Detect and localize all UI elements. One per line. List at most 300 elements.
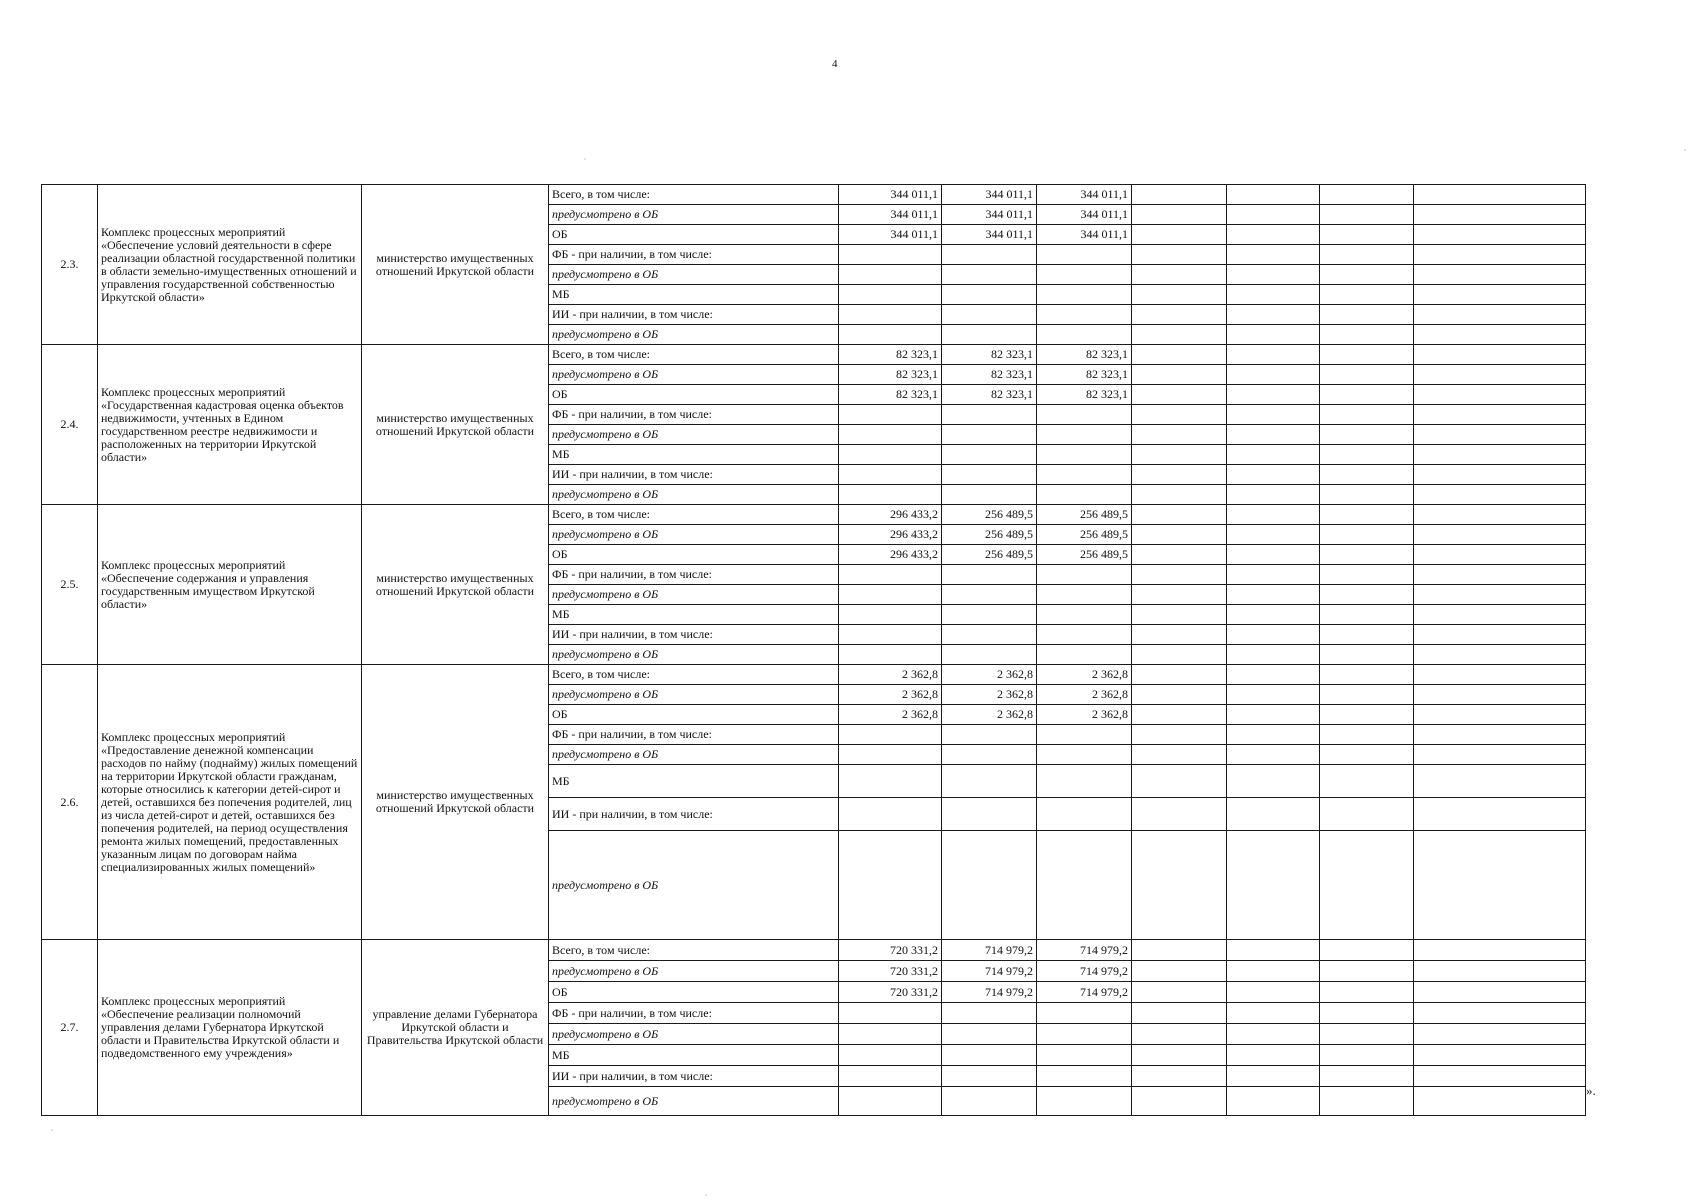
empty-cell [1414,445,1586,465]
funding-source-label: МБ [549,445,839,465]
empty-cell [1414,1024,1586,1045]
amount-cell: 2 362,8 [942,665,1037,685]
empty-cell [1414,525,1586,545]
empty-cell [1132,405,1227,425]
table-row [42,665,1586,685]
empty-cell [1132,465,1227,485]
empty-cell [1132,1003,1227,1024]
empty-cell [1037,425,1132,445]
empty-cell [1414,765,1586,798]
empty-cell [839,1003,942,1024]
empty-cell [1227,645,1320,665]
empty-cell [1320,831,1414,940]
empty-cell [1227,185,1320,205]
empty-cell [942,765,1037,798]
funding-source-label: МБ [549,765,839,798]
amount-cell: 2 362,8 [942,685,1037,705]
empty-cell [1320,765,1414,798]
empty-cell [1037,445,1132,465]
empty-cell [942,445,1037,465]
amount-cell: 256 489,5 [1037,545,1132,565]
empty-cell [1320,1024,1414,1045]
empty-cell [1227,505,1320,525]
empty-cell [1037,585,1132,605]
funding-source-label: предусмотрено в ОБ [549,365,839,385]
empty-cell [1320,185,1414,205]
funding-source-label: предусмотрено в ОБ [549,205,839,225]
empty-cell [1132,325,1227,345]
funding-source-label: предусмотрено в ОБ [549,831,839,940]
empty-cell [942,245,1037,265]
table-row [42,345,1586,365]
empty-cell [1132,365,1227,385]
empty-cell [1414,798,1586,831]
empty-cell [1227,545,1320,565]
empty-cell [1227,245,1320,265]
funding-source-label: ОБ [549,385,839,405]
empty-cell [1037,745,1132,765]
empty-cell [1414,325,1586,345]
funding-source-label: предусмотрено в ОБ [549,585,839,605]
empty-cell [1320,265,1414,285]
empty-cell [942,485,1037,505]
empty-cell [1414,585,1586,605]
empty-cell [1037,798,1132,831]
amount-cell: 720 331,2 [839,982,942,1003]
amount-cell: 714 979,2 [1037,940,1132,961]
empty-cell [1414,705,1586,725]
empty-cell [1132,585,1227,605]
empty-cell [1132,425,1227,445]
empty-cell [1227,425,1320,445]
empty-cell [1037,625,1132,645]
page-number: 4 [832,58,838,70]
empty-cell [1132,505,1227,525]
empty-cell [1414,1003,1586,1024]
amount-cell: 344 011,1 [839,185,942,205]
empty-cell [1320,225,1414,245]
item-name: Комплекс процессных мероприятий «Обеспечение содержания и управления государственным имуществом Иркутской области» [98,505,362,665]
empty-cell [1037,765,1132,798]
empty-cell [1227,405,1320,425]
amount-cell: 2 362,8 [1037,665,1132,685]
empty-cell [942,305,1037,325]
empty-cell [1414,305,1586,325]
empty-cell [1227,831,1320,940]
item-name: Комплекс процессных мероприятий «Обеспечение реализации полномочий управления делами Губернатора Иркутской области и Правительства Иркутской области и подведомственного ему учреждения» [98,940,362,1116]
funding-source-label: ОБ [549,225,839,245]
empty-cell [839,465,942,485]
funding-source-label: предусмотрено в ОБ [549,685,839,705]
empty-cell [942,425,1037,445]
funding-source-label: предусмотрено в ОБ [549,485,839,505]
amount-cell: 714 979,2 [1037,961,1132,982]
empty-cell [1227,445,1320,465]
funding-source-label: предусмотрено в ОБ [549,1087,839,1116]
item-number: 2.6. [42,665,98,940]
item-name: Комплекс процессных мероприятий «Государственная кадастровая оценка объектов недвижимости, учтенных в Едином государственном реестре недвижимости и расположенных на территории Иркутской области» [98,345,362,505]
empty-cell [1132,545,1227,565]
amount-cell: 2 362,8 [942,705,1037,725]
empty-cell [1414,961,1586,982]
empty-cell [839,245,942,265]
empty-cell [839,625,942,645]
empty-cell [1414,831,1586,940]
empty-cell [1227,1024,1320,1045]
empty-cell [942,605,1037,625]
empty-cell [1132,765,1227,798]
empty-cell [1414,725,1586,745]
empty-cell [839,745,942,765]
empty-cell [839,1045,942,1066]
empty-cell [1227,625,1320,645]
amount-cell: 714 979,2 [1037,982,1132,1003]
empty-cell [1320,798,1414,831]
empty-cell [839,325,942,345]
empty-cell [1320,1003,1414,1024]
empty-cell [1037,645,1132,665]
empty-cell [1414,545,1586,565]
amount-cell: 2 362,8 [839,685,942,705]
empty-cell [1132,665,1227,685]
empty-cell [942,1066,1037,1087]
empty-cell [1132,705,1227,725]
empty-cell [1037,1024,1132,1045]
amount-cell: 296 433,2 [839,505,942,525]
empty-cell [1037,1066,1132,1087]
funding-source-label: ФБ - при наличии, в том числе: [549,565,839,585]
empty-cell [839,765,942,798]
amount-cell: 344 011,1 [1037,205,1132,225]
amount-cell: 82 323,1 [942,365,1037,385]
empty-cell [1227,1087,1320,1116]
amount-cell: 82 323,1 [942,385,1037,405]
empty-cell [1320,385,1414,405]
empty-cell [1037,1003,1132,1024]
empty-cell [1227,665,1320,685]
empty-cell [1414,485,1586,505]
empty-cell [1320,665,1414,685]
empty-cell [1037,1045,1132,1066]
empty-cell [1320,325,1414,345]
empty-cell [1132,245,1227,265]
empty-cell [1414,365,1586,385]
empty-cell [839,425,942,445]
empty-cell [1227,585,1320,605]
amount-cell: 344 011,1 [1037,225,1132,245]
item-executor: министерство имущественных отношений Иркутской области [362,185,549,345]
empty-cell [1320,305,1414,325]
table-row [42,505,1586,525]
empty-cell [1227,365,1320,385]
amount-cell: 256 489,5 [942,525,1037,545]
empty-cell [1227,1003,1320,1024]
table-row [42,185,1586,205]
amount-cell: 256 489,5 [1037,525,1132,545]
empty-cell [1414,405,1586,425]
empty-cell [1414,625,1586,645]
funding-source-label: МБ [549,605,839,625]
empty-cell [1320,585,1414,605]
amount-cell: 256 489,5 [1037,505,1132,525]
empty-cell [839,798,942,831]
empty-cell [1414,745,1586,765]
empty-cell [1414,345,1586,365]
empty-cell [1132,940,1227,961]
empty-cell [1414,245,1586,265]
amount-cell: 2 362,8 [1037,705,1132,725]
amount-cell: 82 323,1 [839,365,942,385]
empty-cell [1132,285,1227,305]
item-number: 2.3. [42,185,98,345]
empty-cell [1227,525,1320,545]
empty-cell [1227,265,1320,285]
empty-cell [839,1024,942,1045]
funding-source-label: ФБ - при наличии, в том числе: [549,725,839,745]
empty-cell [1132,1045,1227,1066]
empty-cell [1037,831,1132,940]
empty-cell [1132,225,1227,245]
empty-cell [942,725,1037,745]
empty-cell [839,565,942,585]
funding-source-label: предусмотрено в ОБ [549,325,839,345]
funding-source-label: Всего, в том числе: [549,505,839,525]
empty-cell [839,485,942,505]
empty-cell [1414,385,1586,405]
empty-cell [1227,1066,1320,1087]
empty-cell [1320,405,1414,425]
empty-cell [1414,265,1586,285]
empty-cell [1132,345,1227,365]
empty-cell [839,265,942,285]
empty-cell [942,645,1037,665]
empty-cell [942,1087,1037,1116]
funding-source-label: предусмотрено в ОБ [549,425,839,445]
empty-cell [1320,705,1414,725]
item-executor: министерство имущественных отношений Иркутской области [362,505,549,665]
empty-cell [1320,565,1414,585]
empty-cell [1132,205,1227,225]
empty-cell [1132,445,1227,465]
empty-cell [1320,365,1414,385]
empty-cell [1414,1045,1586,1066]
closing-quote: ». [1586,1083,1596,1098]
empty-cell [1037,725,1132,745]
empty-cell [1227,305,1320,325]
empty-cell [942,1003,1037,1024]
funding-source-label: ОБ [549,545,839,565]
amount-cell: 344 011,1 [839,225,942,245]
amount-cell: 714 979,2 [942,940,1037,961]
empty-cell [1227,765,1320,798]
empty-cell [1320,1066,1414,1087]
empty-cell [1320,505,1414,525]
empty-cell [1414,982,1586,1003]
empty-cell [1227,1045,1320,1066]
amount-cell: 344 011,1 [942,185,1037,205]
empty-cell [1132,961,1227,982]
empty-cell [1227,725,1320,745]
empty-cell [1132,645,1227,665]
funding-source-label: Всего, в том числе: [549,345,839,365]
funding-source-label: ИИ - при наличии, в том числе: [549,305,839,325]
empty-cell [942,565,1037,585]
empty-cell [1414,645,1586,665]
empty-cell [1414,665,1586,685]
empty-cell [942,625,1037,645]
empty-cell [942,325,1037,345]
empty-cell [1132,565,1227,585]
empty-cell [1320,465,1414,485]
empty-cell [1320,445,1414,465]
empty-cell [1320,1087,1414,1116]
empty-cell [1227,345,1320,365]
empty-cell [1414,425,1586,445]
empty-cell [1227,798,1320,831]
funding-source-label: ИИ - при наличии, в том числе: [549,465,839,485]
empty-cell [839,831,942,940]
empty-cell [1414,505,1586,525]
empty-cell [1227,565,1320,585]
amount-cell: 344 011,1 [942,205,1037,225]
empty-cell [839,1066,942,1087]
empty-cell [1132,982,1227,1003]
amount-cell: 714 979,2 [942,961,1037,982]
empty-cell [1227,982,1320,1003]
empty-cell [1320,425,1414,445]
empty-cell [1227,485,1320,505]
funding-source-label: предусмотрено в ОБ [549,265,839,285]
empty-cell [1132,605,1227,625]
amount-cell: 2 362,8 [1037,685,1132,705]
amount-cell: 82 323,1 [1037,345,1132,365]
amount-cell: 256 489,5 [942,545,1037,565]
empty-cell [1227,940,1320,961]
amount-cell: 82 323,1 [1037,365,1132,385]
empty-cell [1414,465,1586,485]
funding-source-label: предусмотрено в ОБ [549,745,839,765]
empty-cell [1227,685,1320,705]
empty-cell [942,798,1037,831]
empty-cell [839,645,942,665]
funding-source-label: ОБ [549,705,839,725]
empty-cell [1037,305,1132,325]
empty-cell [1037,405,1132,425]
empty-cell [1037,565,1132,585]
empty-cell [839,405,942,425]
amount-cell: 296 433,2 [839,545,942,565]
empty-cell [942,405,1037,425]
item-executor: министерство имущественных отношений Иркутской области [362,345,549,505]
empty-cell [1132,1087,1227,1116]
empty-cell [1414,1066,1586,1087]
empty-cell [1132,831,1227,940]
amount-cell: 296 433,2 [839,525,942,545]
empty-cell [1132,1024,1227,1045]
empty-cell [942,465,1037,485]
amount-cell: 82 323,1 [839,385,942,405]
amount-cell: 82 323,1 [1037,385,1132,405]
empty-cell [1414,565,1586,585]
empty-cell [1227,205,1320,225]
funding-source-label: предусмотрено в ОБ [549,1024,839,1045]
empty-cell [1132,625,1227,645]
empty-cell [1227,325,1320,345]
empty-cell [1227,225,1320,245]
empty-cell [1037,485,1132,505]
funding-source-label: ОБ [549,982,839,1003]
amount-cell: 720 331,2 [839,940,942,961]
empty-cell [1037,605,1132,625]
empty-cell [1414,940,1586,961]
empty-cell [942,585,1037,605]
empty-cell [1037,1087,1132,1116]
empty-cell [1320,525,1414,545]
empty-cell [1132,745,1227,765]
empty-cell [1320,605,1414,625]
empty-cell [1227,961,1320,982]
empty-cell [942,1024,1037,1045]
empty-cell [1320,982,1414,1003]
funding-source-label: МБ [549,285,839,305]
funding-source-label: ИИ - при наличии, в том числе: [549,1066,839,1087]
funding-source-label: Всего, в том числе: [549,940,839,961]
empty-cell [1320,245,1414,265]
empty-cell [1320,685,1414,705]
empty-cell [1320,940,1414,961]
amount-cell: 2 362,8 [839,705,942,725]
empty-cell [1037,265,1132,285]
empty-cell [1132,485,1227,505]
empty-cell [942,265,1037,285]
item-name: Комплекс процессных мероприятий «Предоставление денежной компенсации расходов по найму (поднайму) жилых помещений на территории Иркутской области гражданам, которые относились к категории детей-сирот и детей, оставшихся без попечения родителей, лиц из числа детей-сирот и детей, оставшихся без попечения родителей, на период осуществления ремонта жилых помещений, предоставленных указанным лицам по договорам найма специализированных жилых помещений» [98,665,362,940]
empty-cell [1414,1087,1586,1116]
amount-cell: 256 489,5 [942,505,1037,525]
item-name: Комплекс процессных мероприятий «Обеспечение условий деятельности в сфере реализации областной государственной политики в области земельно-имущественных отношений и управления государственной собственностью Иркутской области» [98,185,362,345]
empty-cell [839,285,942,305]
item-executor: министерство имущественных отношений Иркутской области [362,665,549,940]
amount-cell: 720 331,2 [839,961,942,982]
empty-cell [1320,961,1414,982]
empty-cell [1320,545,1414,565]
funding-source-label: ФБ - при наличии, в том числе: [549,245,839,265]
empty-cell [1320,645,1414,665]
funding-source-label: ФБ - при наличии, в том числе: [549,1003,839,1024]
empty-cell [839,445,942,465]
empty-cell [1132,385,1227,405]
empty-cell [1414,285,1586,305]
empty-cell [1320,205,1414,225]
funding-source-label: ИИ - при наличии, в том числе: [549,625,839,645]
funding-source-label: ИИ - при наличии, в том числе: [549,798,839,831]
amount-cell: 344 011,1 [1037,185,1132,205]
empty-cell [1320,725,1414,745]
empty-cell [1320,485,1414,505]
item-executor: управление делами Губернатора Иркутской области и Правительства Иркутской области [362,940,549,1116]
empty-cell [1132,685,1227,705]
empty-cell [1320,285,1414,305]
empty-cell [1320,745,1414,765]
empty-cell [1320,625,1414,645]
empty-cell [1037,325,1132,345]
empty-cell [942,1045,1037,1066]
budget-table [41,184,1586,1116]
funding-source-label: ФБ - при наличии, в том числе: [549,405,839,425]
empty-cell [1320,345,1414,365]
empty-cell [839,1087,942,1116]
empty-cell [942,285,1037,305]
table-row [42,940,1586,961]
